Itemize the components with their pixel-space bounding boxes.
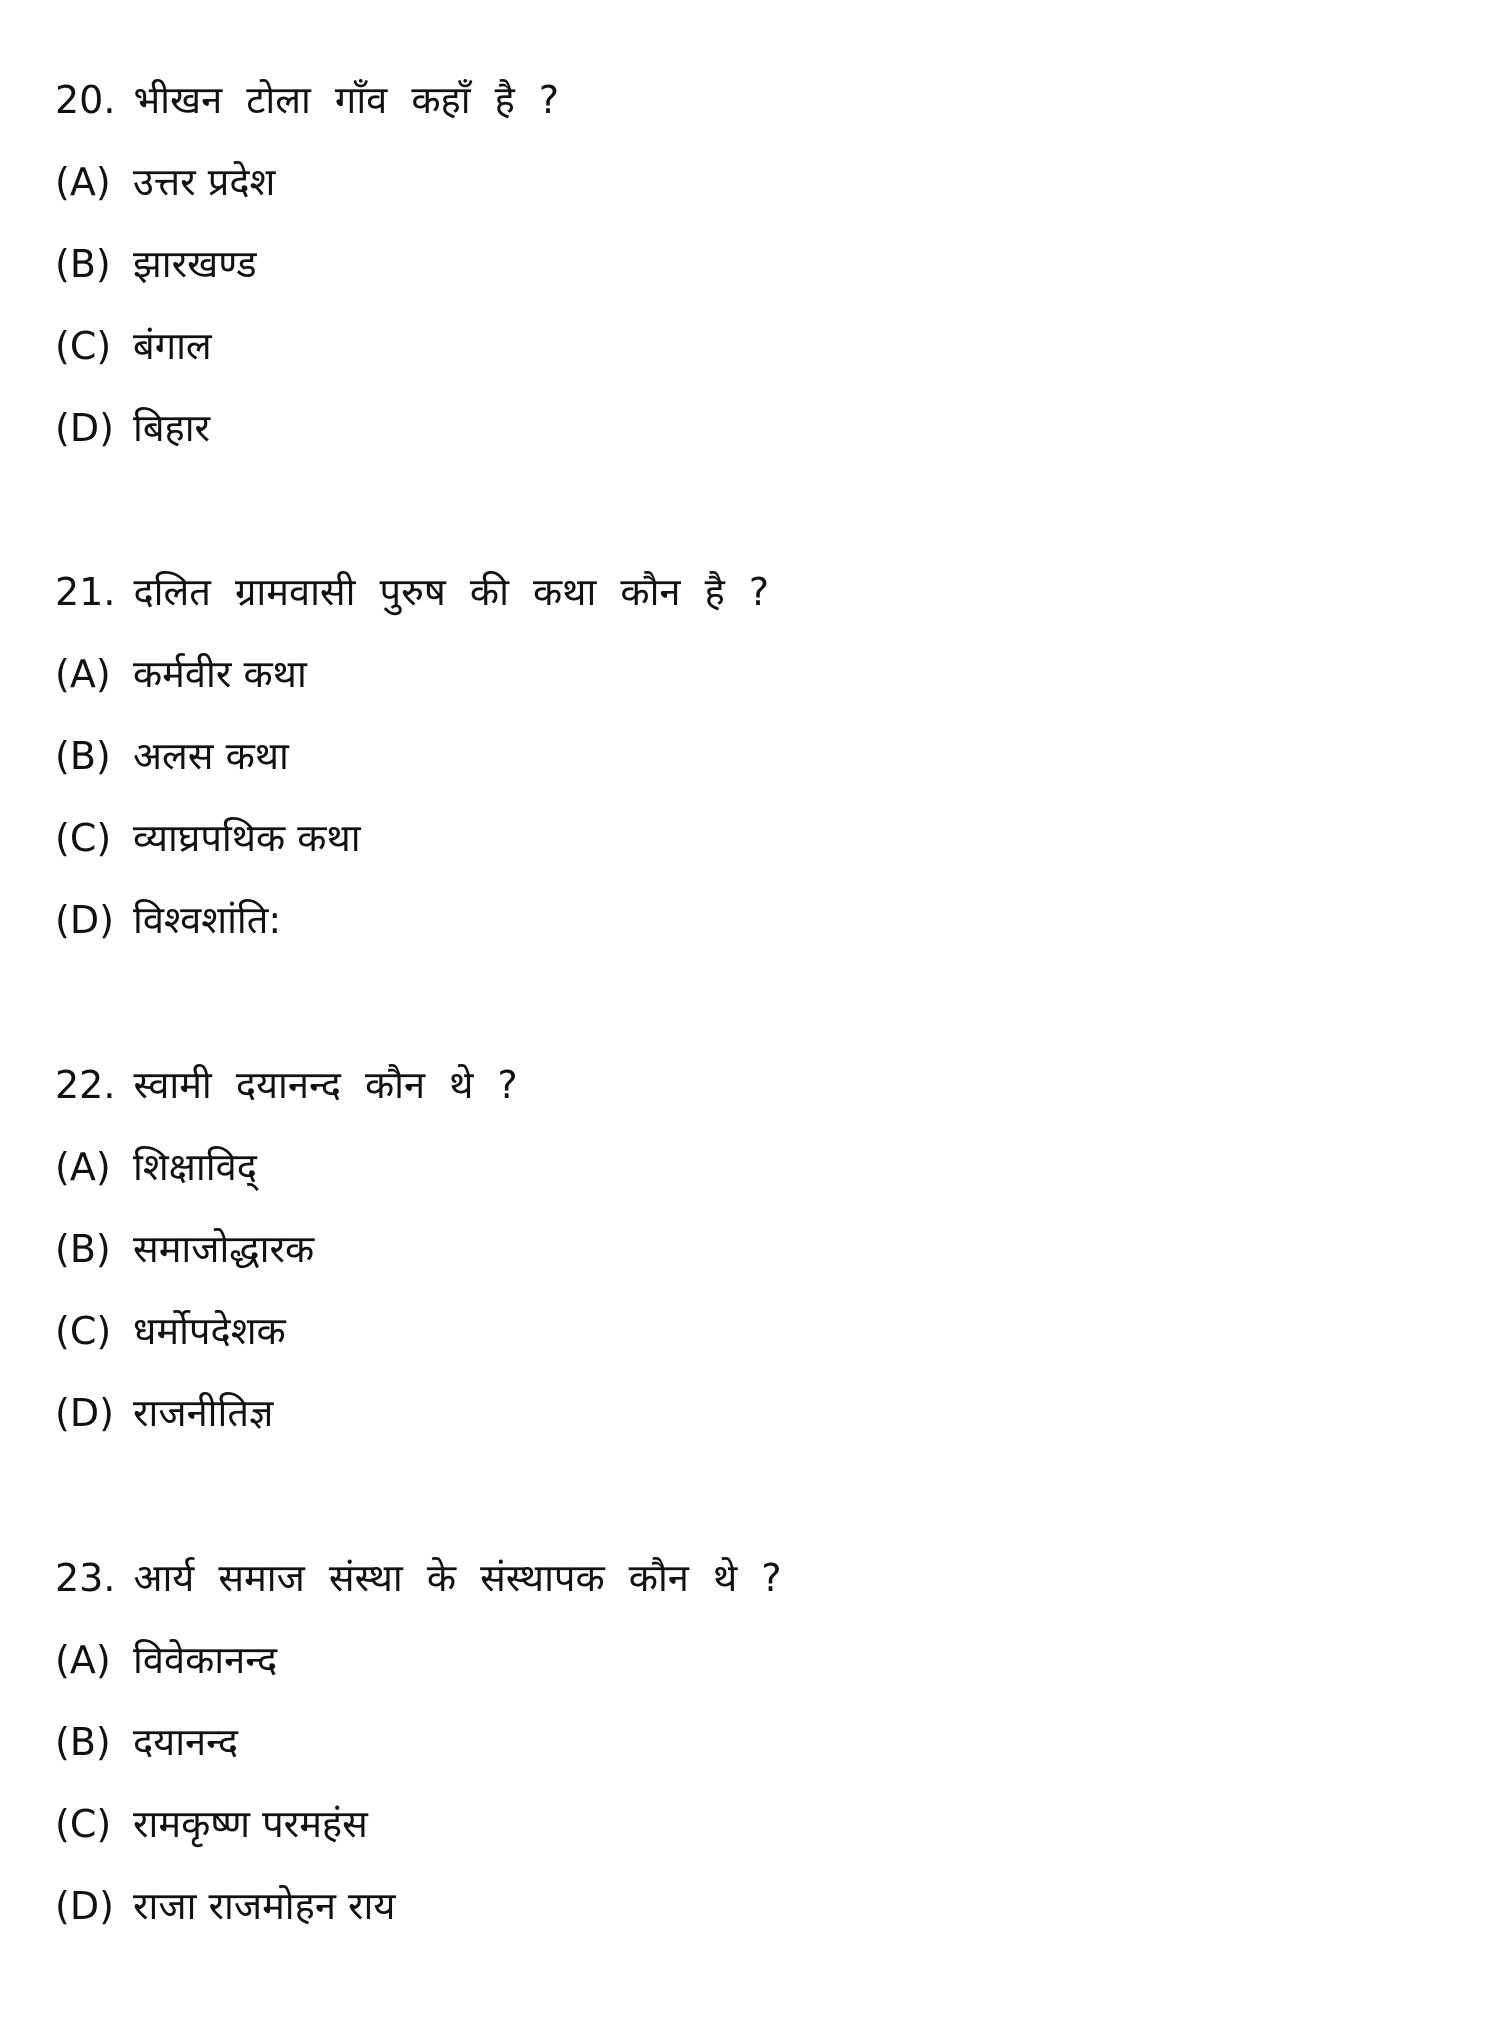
option-label: (A) bbox=[55, 1145, 111, 1189]
question-line bbox=[55, 1055, 1455, 1137]
option-text: राजनीतिज्ञ bbox=[133, 1391, 274, 1435]
option-text: बिहार bbox=[133, 406, 211, 450]
option-text: झारखण्ड bbox=[133, 242, 257, 286]
question-number: 21. bbox=[55, 570, 116, 614]
option-text: अलस कथा bbox=[133, 734, 289, 778]
question-line bbox=[55, 562, 1455, 644]
option-text: विश्वशांति: bbox=[133, 898, 282, 942]
question-block bbox=[55, 1548, 1455, 1958]
option-label: (C) bbox=[55, 816, 112, 860]
question-text: भीखन टोला गाँव कहाँ है ? bbox=[133, 78, 560, 122]
option-c bbox=[55, 1301, 1455, 1383]
option-label: (A) bbox=[55, 160, 111, 204]
option-c bbox=[55, 1794, 1455, 1876]
question-text: स्वामी दयानन्द कौन थे ? bbox=[133, 1063, 518, 1107]
option-c bbox=[55, 808, 1455, 890]
question-text: दलित ग्रामवासी पुरुष की कथा कौन है ? bbox=[133, 570, 770, 614]
option-label: (D) bbox=[55, 1391, 114, 1435]
option-a bbox=[55, 152, 1455, 234]
option-d bbox=[55, 890, 1455, 972]
question-line bbox=[55, 70, 1455, 152]
question-block bbox=[55, 562, 1455, 972]
option-text: राजा राजमोहन राय bbox=[133, 1884, 396, 1928]
option-d bbox=[55, 398, 1455, 480]
option-b bbox=[55, 1712, 1455, 1794]
question-line bbox=[55, 1548, 1455, 1630]
option-label: (C) bbox=[55, 1309, 112, 1353]
option-text: व्याघ्रपथिक कथा bbox=[133, 816, 361, 860]
option-label: (B) bbox=[55, 242, 111, 286]
option-text: दयानन्द bbox=[133, 1720, 239, 1764]
option-label: (B) bbox=[55, 1227, 111, 1271]
option-a bbox=[55, 1137, 1455, 1219]
option-c bbox=[55, 316, 1455, 398]
question-text: आर्य समाज संस्था के संस्थापक कौन थे ? bbox=[133, 1556, 782, 1600]
question-block bbox=[55, 1055, 1455, 1465]
option-b bbox=[55, 1219, 1455, 1301]
option-text: उत्तर प्रदेश bbox=[133, 160, 276, 204]
question-number: 20. bbox=[55, 78, 116, 122]
option-text: धर्मोपदेशक bbox=[133, 1309, 286, 1353]
option-text: कर्मवीर कथा bbox=[133, 652, 307, 696]
question-number: 22. bbox=[55, 1063, 116, 1107]
option-label: (B) bbox=[55, 1720, 111, 1764]
option-label: (D) bbox=[55, 406, 114, 450]
option-b bbox=[55, 726, 1455, 808]
option-text: शिक्षाविद् bbox=[133, 1145, 257, 1189]
option-text: समाजोद्धारक bbox=[133, 1227, 315, 1271]
option-text: बंगाल bbox=[133, 324, 212, 368]
option-label: (B) bbox=[55, 734, 111, 778]
option-a bbox=[55, 1630, 1455, 1712]
option-d bbox=[55, 1876, 1455, 1958]
option-b bbox=[55, 234, 1455, 316]
option-text: रामकृष्ण परमहंस bbox=[133, 1802, 368, 1846]
option-label: (C) bbox=[55, 1802, 112, 1846]
question-block bbox=[55, 70, 1455, 480]
option-label: (A) bbox=[55, 1638, 111, 1682]
option-label: (D) bbox=[55, 898, 114, 942]
option-label: (A) bbox=[55, 652, 111, 696]
option-label: (D) bbox=[55, 1884, 114, 1928]
option-d bbox=[55, 1383, 1455, 1465]
option-text: विवेकानन्द bbox=[133, 1638, 278, 1682]
option-label: (C) bbox=[55, 324, 112, 368]
option-a bbox=[55, 644, 1455, 726]
question-number: 23. bbox=[55, 1556, 116, 1600]
